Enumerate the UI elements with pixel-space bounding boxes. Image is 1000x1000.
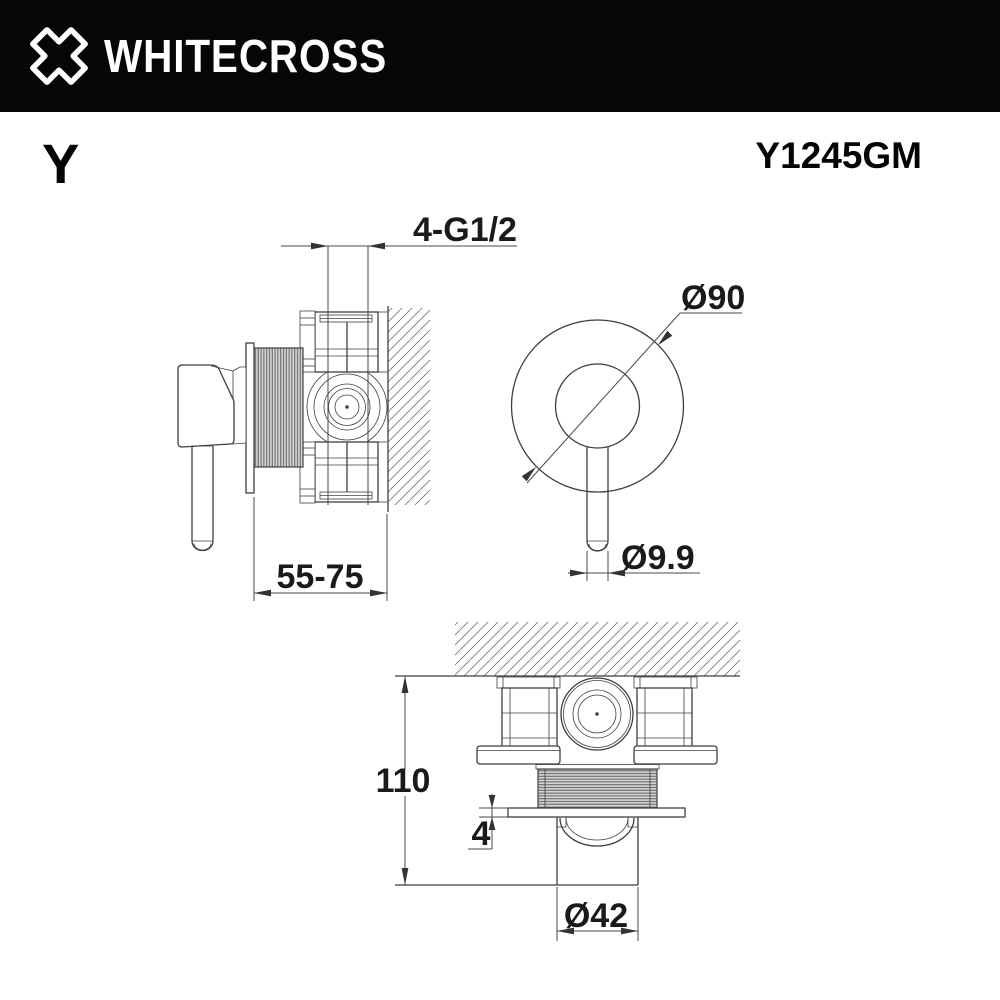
left-port [477,677,560,764]
cartridge-boss-bottom [573,690,621,738]
dim-body-length [376,676,431,885]
bottom-view [376,622,740,941]
wall-hatch-bottom [455,622,740,676]
trim-sleeve [557,817,638,885]
handle-rod [192,446,213,551]
handle-adapter [233,367,246,444]
dim-label-escutcheon-diameter: Ø90 [681,279,746,317]
handle-hub-circle [556,364,640,448]
dim-label-handle-rod-diameter: Ø9.9 [621,539,695,577]
brand-wordmark: WHITECROSS [104,30,388,82]
dim-mounting-depth [254,497,387,601]
bottom-port [300,442,387,503]
model-code: Y1245GM [755,135,922,176]
dim-trim-sleeve-diameter [557,887,638,941]
dim-label-trim-sleeve-diameter: Ø42 [563,897,629,935]
threaded-sleeve-bottom [538,769,657,808]
dim-label-plate-thickness: 4 [471,815,491,853]
escutcheon-plate-edge [246,343,254,493]
wall-hatch [388,308,430,505]
handle-lever [178,365,234,447]
dim-plate-thickness [468,794,508,853]
escutcheon-circle [512,320,684,492]
side-view [178,211,517,601]
dim-escutcheon-diameter [522,279,746,483]
dim-label-mounting-depth: 55-75 [276,558,364,596]
threaded-sleeve [254,348,303,467]
right-port [634,677,717,764]
cartridge-boss [324,384,370,430]
dim-label-thread-ports: 4-G1/2 [413,211,517,249]
escutcheon-plate-bottom [508,808,685,817]
handle-rod-front [587,447,608,551]
front-view [512,279,746,581]
dim-label-body-length: 110 [375,762,431,800]
series-label: Y [42,132,80,195]
top-port [300,311,387,372]
